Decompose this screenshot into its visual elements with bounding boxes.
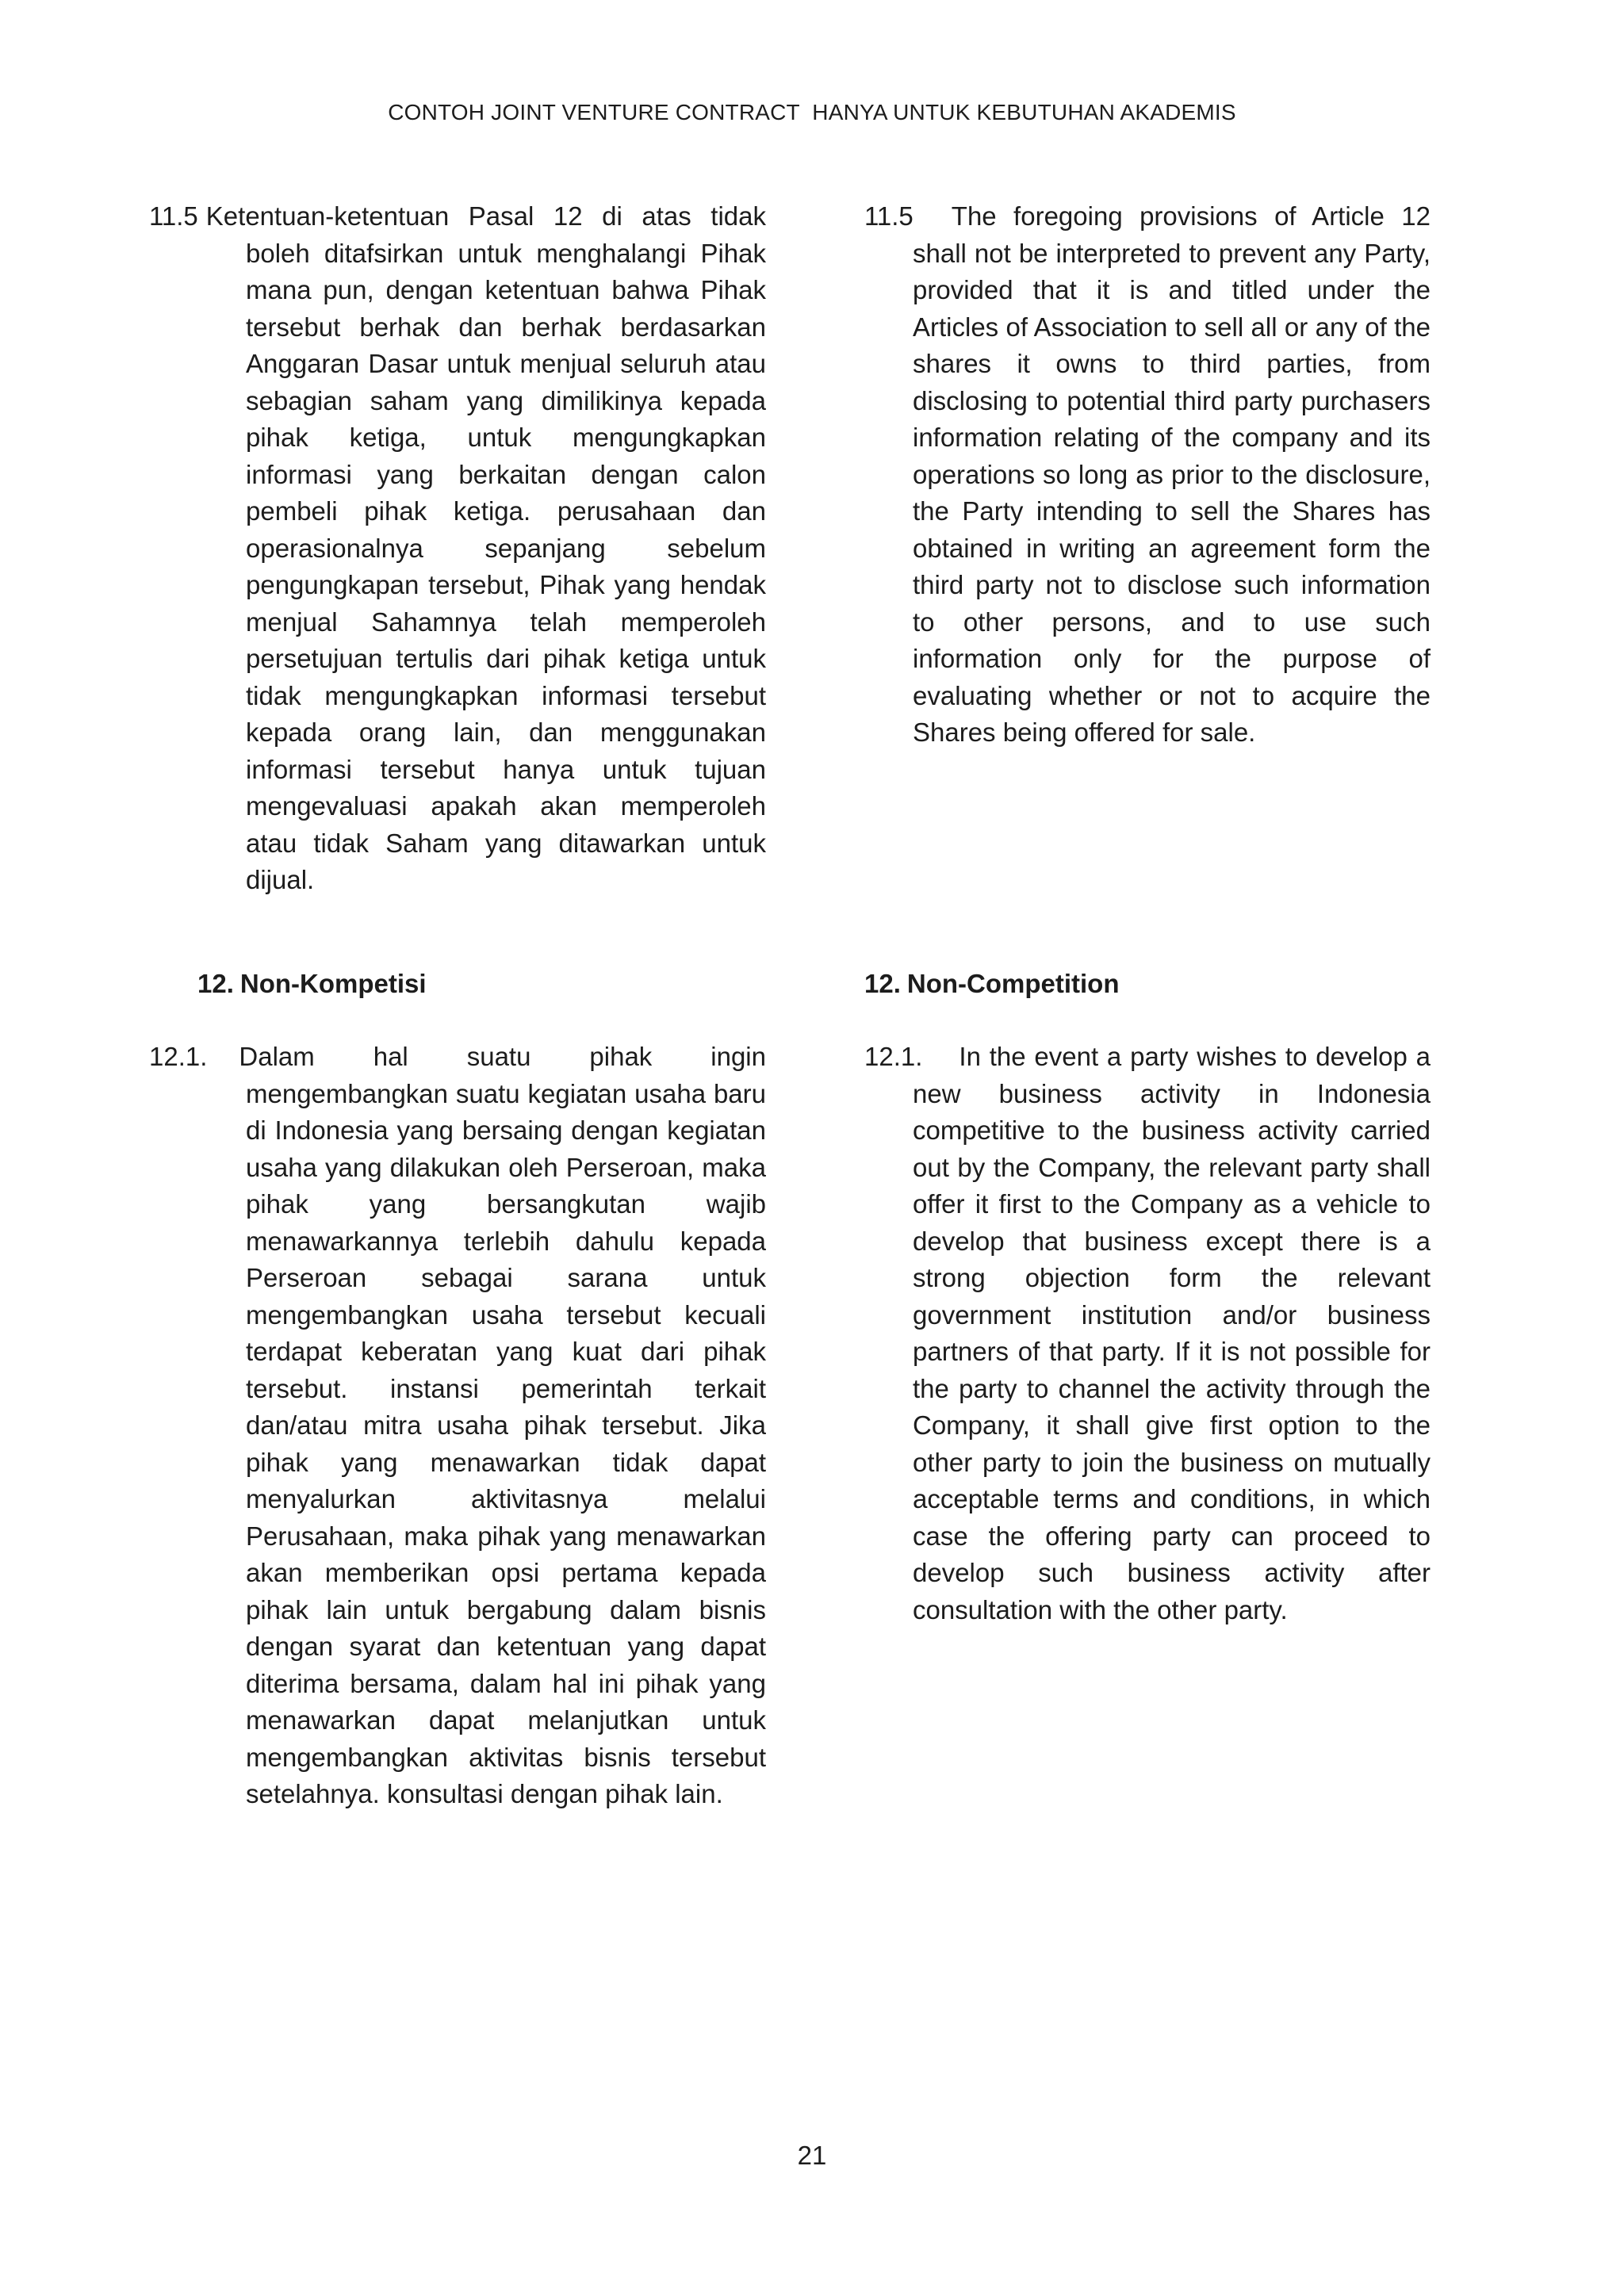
left-clause-11-5 xyxy=(149,198,766,899)
right-clause-11-5-text: The foregoing provisions of Article 12 shall not be interpreted to prevent any Party, provided that it is and titled under the Articles of Association to sell all or any of the shares it owns to third parties, from disclosing to potential third party purchasers information relating of the company and its operations so long as prior to the disclosure, the Party intending to sell the Shares has obtained in writing an agreement form the third party not to disclose such information to other persons, and to use such information only for the purpose of evaluating whether or not to acquire the Shares being offered for sale. xyxy=(913,201,1431,747)
page-number: 21 xyxy=(797,2141,827,2170)
right-clause-11-5 xyxy=(864,198,1431,752)
left-clause-12-1-block xyxy=(149,1039,766,1813)
page-header: CONTOH JOINT VENTURE CONTRACT HANYA UNTUK KEBUTUHAN AKADEMIS xyxy=(388,100,1236,124)
left-clause-11-5-block xyxy=(149,198,766,899)
right-clause-12-1 xyxy=(864,1039,1431,1628)
left-clause-12-1-text: Dalam hal suatu pihak ingin mengembangkan suatu kegiatan usaha baru di Indonesia yang bersaing dengan kegiatan usaha yang dilakukan oleh Perseroan, maka pihak yang bersangkutan wajib menawarkannya terlebih dahulu kepada Perseroan sebagai sarana untuk mengembangkan usaha tersebut kecuali terdapat keberatan yang kuat dari pihak tersebut. instansi pemerintah terkait dan/atau mitra usaha pihak tersebut. Jika pihak yang menawarkan tidak dapat menyalurkan aktivitasnya melalui Perusahaan, maka pihak yang menawarkan akan memberikan opsi pertama kepada pihak lain untuk bergabung dalam bisnis dengan syarat dan ketentuan yang dapat diterima bersama, dalam hal ini pihak yang menawarkan dapat melanjutkan untuk mengembangkan aktivitas bisnis tersebut setelahnya. konsultasi dengan pihak lain. xyxy=(239,1042,766,1808)
left-section-12-title: Non-Kompetisi xyxy=(239,969,427,998)
left-clause-11-5-text: Ketentuan-ketentuan Pasal 12 di atas tidak boleh ditafsirkan untuk menghalangi Pihak mana pun, dengan ketentuan bahwa Pihak tersebut berhak dan berhak berdasarkan Anggaran Dasar untuk menjual seluruh atau sebagian saham yang dimilikinya kepada pihak ketiga, untuk mengungkapkan informasi yang berkaitan dengan calon pembeli pihak ketiga. perusahaan dan operasionalnya sepanjang sebelum pengungkapan tersebut, Pihak yang hendak menjual Sahamnya telah memperoleh persetujuan tertulis dari pihak ketiga untuk tidak mengungkapkan informasi tersebut kepada orang lain, dan menggunakan informasi tersebut hanya untuk tujuan mengevaluasi apakah akan memperoleh atau tidak Saham yang ditawarkan untuk dijual. xyxy=(205,201,766,894)
right-clause-11-5-number: 11.5 xyxy=(864,201,914,231)
left-section-12-number: 12. xyxy=(197,969,234,998)
right-clause-11-5-block xyxy=(864,198,1431,752)
left-clause-12-1-number: 12.1. xyxy=(149,1042,208,1071)
left-clause-11-5-number: 11.5 xyxy=(149,201,198,231)
right-section-12-heading xyxy=(864,966,1119,1003)
left-clause-12-1 xyxy=(149,1039,766,1813)
left-section-12-heading xyxy=(197,966,427,1003)
right-section-12-title: Non-Competition xyxy=(906,969,1120,998)
right-clause-12-1-text: In the event a party wishes to develop a new business activity in Indonesia competitive to the business activity carried out by the Company, the relevant party shall offer it first to the Company as a vehicle to develop that business except there is a strong objection form the relevant government institution and/or business partners of that party. If it is not possible for the party to channel the activity through the Company, it shall give first option to the other party to join the business on mutually acceptable terms and conditions, in which case the offering party can proceed to develop such business activity after consultation with the other party. xyxy=(913,1042,1431,1624)
right-clause-12-1-number: 12.1. xyxy=(864,1042,923,1071)
right-section-12-number: 12. xyxy=(864,969,901,998)
right-clause-12-1-block xyxy=(864,1039,1431,1628)
